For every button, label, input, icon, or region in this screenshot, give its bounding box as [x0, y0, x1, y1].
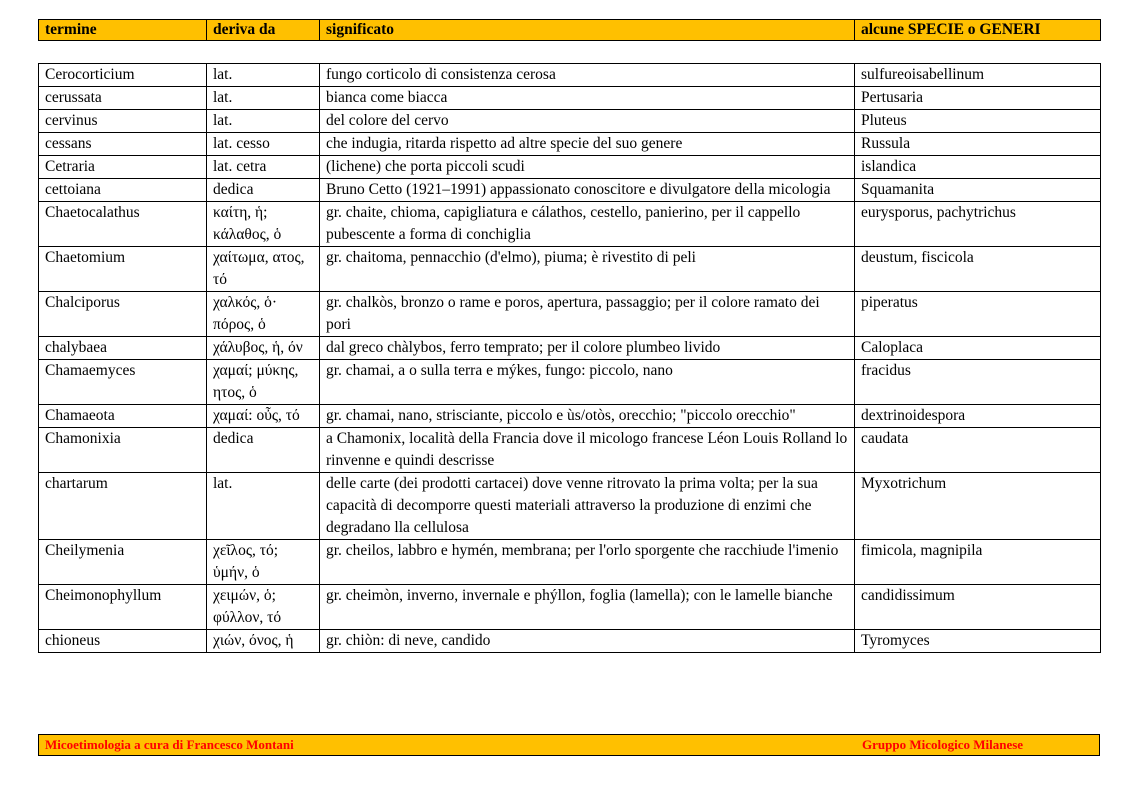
- header-deriva-da: deriva da: [207, 20, 320, 41]
- header-termine: termine: [39, 20, 207, 41]
- table-row: [39, 179, 1101, 202]
- cell-significato: fungo corticolo di consistenza cerosa: [320, 64, 855, 87]
- cell-termine: chioneus: [39, 630, 207, 653]
- cell-significato: bianca come biacca: [320, 87, 855, 110]
- cell-significato: gr. cheilos, labbro e hymén, membrana; per l'orlo sporgente che racchiude l'imenio: [320, 540, 855, 585]
- cell-significato: a Chamonix, località della Francia dove il micologo francese Léon Louis Rolland lo rinvenne e quindi descrisse: [320, 428, 855, 473]
- cell-termine: Chaetocalathus: [39, 202, 207, 247]
- cell-deriva-da: χειμών, ὁ; φύλλον, τό: [207, 585, 320, 630]
- cell-specie: Tyromyces: [855, 630, 1101, 653]
- cell-deriva-da: χιών, όνος, ἡ: [207, 630, 320, 653]
- table-row: [39, 428, 1101, 473]
- cell-termine: cettoiana: [39, 179, 207, 202]
- cell-termine: Chaetomium: [39, 247, 207, 292]
- table-row: [39, 405, 1101, 428]
- cell-deriva-da: χάλυβος, ἡ, όν: [207, 337, 320, 360]
- cell-deriva-da: dedica: [207, 179, 320, 202]
- cell-termine: Cetraria: [39, 156, 207, 179]
- glossary-table: [38, 63, 1101, 653]
- table-row: [39, 247, 1101, 292]
- cell-deriva-da: χαλκός, ὁ· πόρος, ὁ: [207, 292, 320, 337]
- cell-specie: eurysporus, pachytrichus: [855, 202, 1101, 247]
- cell-termine: cerussata: [39, 87, 207, 110]
- cell-termine: Chamaemyces: [39, 360, 207, 405]
- cell-termine: Cerocorticium: [39, 64, 207, 87]
- cell-significato: gr. chiòn: di neve, candido: [320, 630, 855, 653]
- table-row: [39, 473, 1101, 540]
- table-row: [39, 133, 1101, 156]
- cell-significato: gr. cheimòn, inverno, invernale e phýllon, foglia (lamella); con le lamelle bianche: [320, 585, 855, 630]
- cell-termine: chartarum: [39, 473, 207, 540]
- cell-significato: gr. chamai, a o sulla terra e mýkes, fungo: piccolo, nano: [320, 360, 855, 405]
- cell-significato: gr. chalkòs, bronzo o rame e poros, apertura, passaggio; per il colore ramato dei pori: [320, 292, 855, 337]
- cell-specie: dextrinoidespora: [855, 405, 1101, 428]
- cell-specie: candidissimum: [855, 585, 1101, 630]
- table-row: [39, 64, 1101, 87]
- cell-significato: gr. chaitoma, pennacchio (d'elmo), piuma; è rivestito di peli: [320, 247, 855, 292]
- cell-significato: Bruno Cetto (1921–1991) appassionato conoscitore e divulgatore della micologia: [320, 179, 855, 202]
- table-row: [39, 110, 1101, 133]
- cell-deriva-da: χαίτωμα, ατος, τό: [207, 247, 320, 292]
- cell-significato: del colore del cervo: [320, 110, 855, 133]
- cell-significato: delle carte (dei prodotti cartacei) dove venne ritrovato la prima volta; per la sua capacità di decomporre questi materiali attraverso la produzione di enzimi che degradano lla cellulosa: [320, 473, 855, 540]
- cell-termine: Chamaeota: [39, 405, 207, 428]
- header-specie-generi: alcune SPECIE o GENERI: [855, 20, 1101, 41]
- cell-specie: Caloplaca: [855, 337, 1101, 360]
- cell-termine: chalybaea: [39, 337, 207, 360]
- cell-significato: gr. chaite, chioma, capigliatura e cálathos, cestello, panierino, per il cappello pubescente a forma di conchiglia: [320, 202, 855, 247]
- footer-bar: [38, 734, 1100, 756]
- cell-deriva-da: χεῖλος, τό; ὑμήν, ὁ: [207, 540, 320, 585]
- header-row: [39, 20, 1101, 41]
- table-row: [39, 156, 1101, 179]
- cell-specie: Pertusaria: [855, 87, 1101, 110]
- table-row: [39, 360, 1101, 405]
- cell-specie: sulfureoisabellinum: [855, 64, 1101, 87]
- header-table: [38, 19, 1101, 41]
- cell-termine: cessans: [39, 133, 207, 156]
- cell-specie: piperatus: [855, 292, 1101, 337]
- cell-termine: Cheimonophyllum: [39, 585, 207, 630]
- cell-deriva-da: lat.: [207, 87, 320, 110]
- cell-specie: Pluteus: [855, 110, 1101, 133]
- cell-deriva-da: χαμαί; μύκης, ητος, ὁ: [207, 360, 320, 405]
- cell-deriva-da: lat. cetra: [207, 156, 320, 179]
- cell-specie: caudata: [855, 428, 1101, 473]
- table-row: [39, 540, 1101, 585]
- cell-deriva-da: lat. cesso: [207, 133, 320, 156]
- cell-deriva-da: lat.: [207, 64, 320, 87]
- cell-significato: dal greco chàlybos, ferro temprato; per il colore plumbeo livido: [320, 337, 855, 360]
- header-significato: significato: [320, 20, 855, 41]
- cell-deriva-da: lat.: [207, 110, 320, 133]
- cell-significato: che indugia, ritarda rispetto ad altre specie del suo genere: [320, 133, 855, 156]
- cell-significato: (lichene) che porta piccoli scudi: [320, 156, 855, 179]
- cell-specie: islandica: [855, 156, 1101, 179]
- cell-specie: fimicola, magnipila: [855, 540, 1101, 585]
- table-row: [39, 337, 1101, 360]
- cell-termine: cervinus: [39, 110, 207, 133]
- cell-specie: deustum, fiscicola: [855, 247, 1101, 292]
- cell-termine: Chamonixia: [39, 428, 207, 473]
- cell-termine: Chalciporus: [39, 292, 207, 337]
- cell-termine: Cheilymenia: [39, 540, 207, 585]
- footer-group: Gruppo Micologico Milanese: [862, 737, 1024, 752]
- table-row: [39, 585, 1101, 630]
- cell-specie: Russula: [855, 133, 1101, 156]
- cell-deriva-da: χαμαί: οὖς, τό: [207, 405, 320, 428]
- table-row: [39, 292, 1101, 337]
- footer-author: Micoetimologia a cura di Francesco Montani: [45, 737, 294, 752]
- cell-significato: gr. chamai, nano, strisciante, piccolo e ùs/otòs, orecchio; "piccolo orecchio": [320, 405, 855, 428]
- cell-deriva-da: dedica: [207, 428, 320, 473]
- cell-deriva-da: lat.: [207, 473, 320, 540]
- cell-deriva-da: καίτη, ἡ; κάλαθος, ὁ: [207, 202, 320, 247]
- cell-specie: Myxotrichum: [855, 473, 1101, 540]
- cell-specie: Squamanita: [855, 179, 1101, 202]
- table-row: [39, 630, 1101, 653]
- cell-specie: fracidus: [855, 360, 1101, 405]
- table-row: [39, 202, 1101, 247]
- table-row: [39, 87, 1101, 110]
